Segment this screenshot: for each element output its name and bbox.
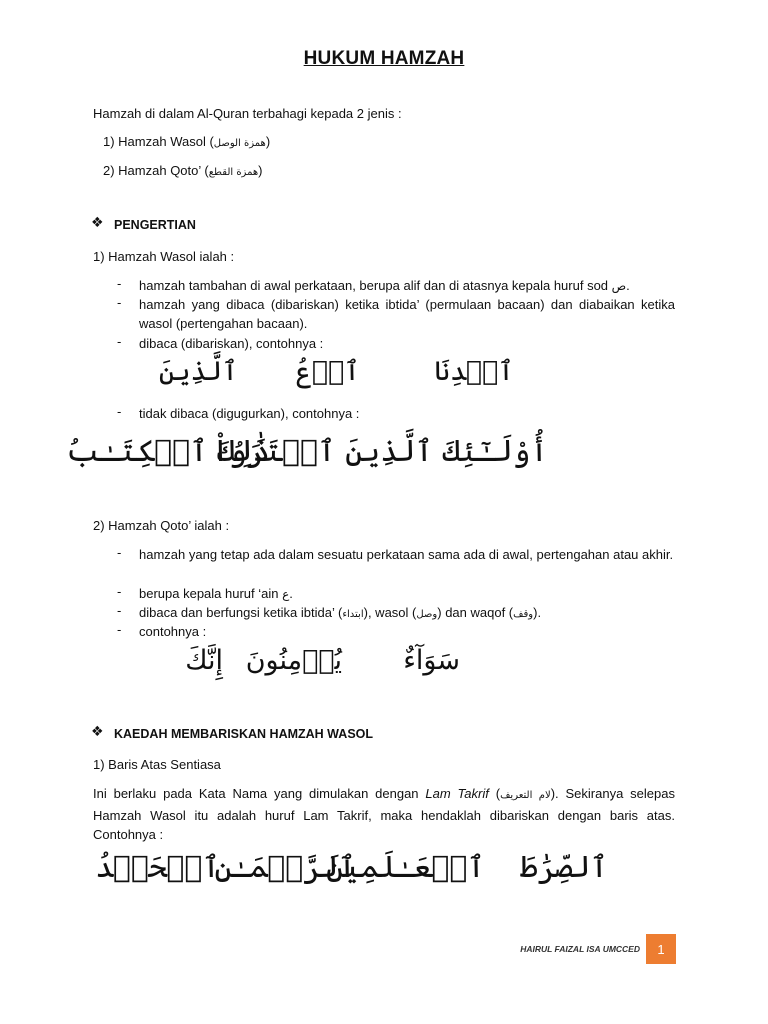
qoto-title: 2) Hamzah Qoto’ ialah :: [93, 518, 230, 533]
intro-item-2-label: 2) Hamzah Qoto’ (: [103, 163, 209, 178]
qoto-bullet-3-end: ).: [533, 605, 542, 620]
dash-bullet: -: [117, 622, 122, 637]
arabic-example-alamin: ٱلۡعَـٰلَمِينَ: [325, 850, 485, 885]
qoto-bullet-3-text: dibaca dan berfungsi ketika ibtida’ (: [139, 605, 343, 620]
dash-bullet: -: [117, 295, 122, 310]
diamond-bullet-icon: [91, 219, 104, 232]
page-number: 1: [646, 934, 676, 964]
arabic-example-assirat: ٱلصِّرَٰطَ: [520, 850, 608, 885]
intro-item-1-end: ): [265, 134, 271, 149]
arabic-example-dzalikal-kitab: ذَٰلِكَ ٱلۡكِتَـٰبُ: [66, 434, 270, 469]
wasol-title: 1) Hamzah Wasol ialah :: [93, 249, 235, 264]
section-heading-kaedah: [91, 727, 373, 741]
arabic-example-innaka: إِنَّكَ: [185, 645, 223, 676]
qoto-bullet-3-arabic-1: ابتداء: [342, 609, 364, 620]
kaedah-para-italic: Lam Takrif: [425, 786, 489, 801]
dash-bullet: -: [117, 276, 122, 291]
diamond-bullet-icon: [91, 728, 104, 741]
dash-bullet: -: [117, 334, 122, 349]
arabic-example-alhamd: ٱلۡحَمۡدُ: [95, 850, 220, 885]
arabic-example-sawaun: سَوَآءٌ: [403, 645, 460, 676]
qoto-bullet-3-mid-2: ) dan waqof (: [437, 605, 514, 620]
qoto-bullet-3-arabic-2: وصل: [416, 609, 438, 620]
section-heading-pengertian: [91, 218, 196, 232]
wasol-bullet-1: [139, 276, 675, 296]
kaedah-heading-text: KAEDAH MEMBARISKAN HAMZAH WASOL: [114, 727, 374, 741]
dash-bullet: -: [117, 584, 122, 599]
qoto-bullet-4: contohnya :: [139, 624, 207, 639]
qoto-bullet-2-end: .: [289, 586, 293, 601]
kaedah-para-start: Ini berlaku pada Kata Nama yang dimulakan dengan: [93, 786, 426, 801]
wasol-bullet-1-end: .: [626, 278, 630, 293]
arabic-example-arrahman: ٱلرَّحۡمَـٰنِ: [214, 850, 356, 885]
pengertian-heading-text: PENGERTIAN: [114, 218, 196, 232]
intro-item-1-label: 1) Hamzah Wasol (: [103, 134, 214, 149]
dash-bullet: -: [117, 603, 122, 618]
qoto-bullet-2-text: berupa kepala huruf ‘ain: [139, 586, 283, 601]
qoto-bullet-2-arabic: ع: [282, 587, 290, 601]
intro-item-1: [103, 132, 270, 153]
kaedah-para-rest: ). Sekiranya selepas Hamzah Wasol itu adalah huruf Lam Takrif, maka hendaklah dibariskan dengan baris atas. Contohnya :: [93, 786, 675, 842]
intro-line: Hamzah di dalam Al-Quran terbahagi kepada 2 jenis :: [93, 106, 402, 121]
qoto-bullet-3: [139, 603, 675, 624]
qoto-bullet-1: hamzah yang tetap ada dalam sesuatu perkataan sama ada di awal, pertengahan atau akhir.: [139, 547, 674, 562]
kaedah-sub-title: 1) Baris Atas Sentiasa: [93, 757, 221, 772]
intro-item-2: [103, 161, 262, 182]
wasol-bullet-1-arabic: ص: [611, 279, 627, 293]
wasol-bullet-1-text: hamzah tambahan di awal perkataan, berupa alif dan di atasnya kepala huruf sod: [139, 278, 612, 293]
wasol-bullet-4: tidak dibaca (digugurkan), contohnya :: [139, 406, 360, 421]
kaedah-para-arabic: لام التعريف: [500, 790, 551, 801]
page-title: HUKUM HAMZAH: [303, 48, 465, 69]
wasol-bullet-2: hamzah yang dibaca (dibariskan) ketika ibtida’ (permulaan bacaan) dan diabaikan ketika wasol (pertengahan bacaan).: [139, 297, 675, 331]
dash-bullet: -: [117, 404, 122, 419]
arabic-example-ud-u: ٱدۡعُ: [295, 356, 360, 387]
arabic-example-ihdina: ٱهۡدِنَا: [434, 356, 514, 387]
qoto-bullet-2: [139, 584, 675, 604]
intro-item-2-end: ): [258, 163, 263, 178]
dash-bullet: -: [117, 545, 122, 560]
qoto-bullet-3-mid-1: ), wasol (: [363, 605, 417, 620]
footer-author: HAIRUL FAIZAL ISA UMCCED: [520, 944, 640, 954]
kaedah-paragraph: Ini berlaku pada Kata Nama yang dimulakan dengan Lam Takrif (لام التعريف). Sekiranya selepas Hamzah Wasol itu adalah huruf Lam Takrif, maka hendaklah dibariskan dengan baris atas. Contohnya :: [93, 786, 675, 842]
qoto-bullet-3-arabic-3: وقف: [513, 609, 534, 620]
arabic-example-alladzina: ٱلَّذِينَ: [158, 356, 238, 387]
intro-item-2-arabic: همزة القطع: [208, 167, 259, 178]
intro-item-1-arabic: همزة الوصل: [213, 138, 266, 149]
arabic-example-yuminun: يُؤۡمِنُونَ: [245, 645, 342, 676]
arabic-example-ulaika: أُوْلَـٰٓئِكَ ٱلَّذِينَ ٱشۡتَرَوُاْ: [211, 434, 548, 469]
wasol-bullet-3: dibaca (dibariskan), contohnya :: [139, 336, 324, 351]
